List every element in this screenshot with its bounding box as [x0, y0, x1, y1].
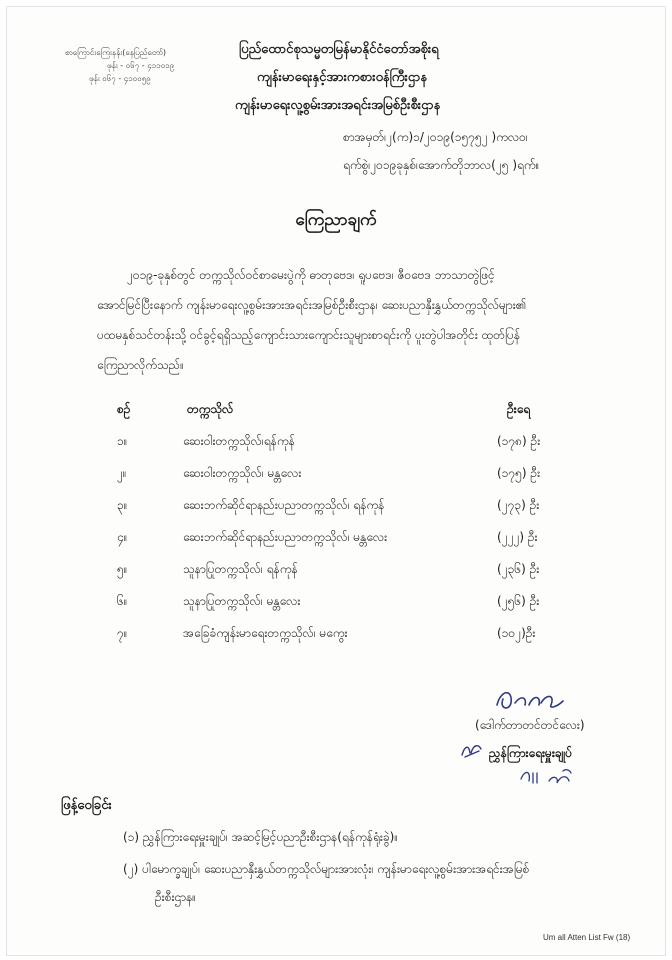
body-line-1: ၂၀၁၉-ခုနှစ်တွင် တက္ကသိုလ်ဝင်စာမေးပွဲကို ဓာတုဗေဒ၊ ရူပဗေဒ၊ ဇီဝဗေဒ ဘာသာတွဲဖြင့်	[127, 268, 495, 282]
row-no: ၅။	[117, 562, 128, 576]
table-row	[7, 625, 665, 645]
distribution-item: (၁) ညွှန်ကြားရေးမှူးချုပ်၊ အဆင့်မြင့်ပညာဦးစီးဌာန(ရန်ကုန်ရုံးခွဲ)။	[123, 830, 398, 844]
office-line-2: ဖုန်း - ၀၆၇ - ၄၁၁၀၁၉	[107, 61, 175, 70]
signatory-name: (ဒေါက်တာတင်တင်လေး)	[475, 718, 585, 732]
row-count: (၁၀၂)ဦး	[497, 626, 536, 640]
handwritten-note	[517, 765, 577, 793]
row-university: ဆေးဝါးတက္ကသိုလ်၊ မန္တလေး	[183, 466, 302, 480]
footer-reference: Um all Atten List Fw (18)	[543, 933, 631, 942]
row-university: ဆေးဝါးတက္ကသိုလ်၊ရန်ကုန်	[183, 434, 295, 448]
document-page	[6, 6, 666, 956]
table-row	[7, 529, 665, 549]
header-count: ဦးရေ	[507, 402, 531, 416]
row-count: (၁၇၈) ဦး	[497, 434, 541, 448]
row-count: (၁၇၅) ဦး	[497, 466, 541, 480]
letterhead-department: ကျန်းမာရေးလူ့စွမ်းအားအရင်းအမြစ်ဦးစီးဌာန	[235, 98, 441, 113]
row-no: ၁။	[117, 434, 128, 448]
distribution-item: ဦးစီးဌာန။	[155, 890, 196, 904]
row-no: ၃။	[117, 498, 128, 512]
row-university: အခြေခံကျန်းမာရေးတက္ကသိုလ်၊ မကွေး	[183, 626, 348, 640]
table-row	[7, 593, 665, 613]
letter-date: ရက်စွဲ၊၂၀၁၉ခုနှစ်၊အောက်တိုဘာလ(၂၅ )ရက်။	[343, 158, 540, 172]
row-university: သူနာပြုတက္ကသိုလ်၊ မန္တလေး	[183, 594, 301, 608]
row-university: ဆေးဘက်ဆိုင်ရာနည်းပညာတက္ကသိုလ်၊ မန္တလေး	[183, 530, 388, 544]
office-line-3: ဖုန်း ၀၆၇ - ၄၁၀၀၅၉	[89, 74, 151, 83]
row-count: (၂၅၆) ဦး	[497, 594, 540, 608]
body-line-3: ပထမနှစ်သင်တန်းသို့ ဝင်ခွင့်ရရှိသည့်ကျောင်းသားကျောင်းသူများစာရင်းကို ပူးတွဲပါအတိုင်း ထုတ်ပြန်	[97, 328, 521, 342]
letterhead-ministry: ကျန်းမာရေးနှင့်အားကစားဝန်ကြီးဌာန	[257, 70, 428, 85]
table-row	[7, 465, 665, 485]
header-university: တက္ကသိုလ်	[187, 402, 234, 416]
header-no: စဉ်	[117, 402, 131, 416]
table-header	[7, 401, 665, 421]
signature-scribble	[491, 683, 571, 717]
initial-scribble	[459, 739, 485, 761]
row-count: (၂၂၂) ဦး	[497, 530, 538, 544]
row-count: (၂၃၆) ဦး	[497, 562, 540, 576]
body-line-4: ကြေညာလိုက်သည်။	[97, 358, 184, 372]
row-university: သူနာပြုတက္ကသိုလ်၊ ရန်ကုန်	[183, 562, 298, 576]
letterhead-government: ပြည်ထောင်စုသမ္မတမြန်မာနိုင်ငံတော်အစိုးရ	[239, 42, 439, 57]
row-no: ၂။	[117, 466, 127, 480]
document-title: ကြေညာချက်	[295, 210, 377, 230]
row-university: ဆေးဘက်ဆိုင်ရာနည်းပညာတက္ကသိုလ်၊ ရန်ကုန်	[183, 498, 385, 512]
distribution-item: (၂) ပါမောက္ခချုပ်၊ ဆေးပညာနှီးနွှယ်တက္ကသိုလ်များအားလုံး၊ ကျန်းမာရေးလူ့စွမ်းအားအရင်းအမြစ်	[123, 862, 530, 876]
signatory-position: ညွှန်ကြားရေးမှူးချုပ်	[489, 746, 573, 760]
distribution-heading: ဖြန့်ဝေခြင်း	[61, 798, 112, 813]
row-no: ၇။	[117, 626, 128, 640]
table-row	[7, 433, 665, 453]
row-no: ၆။	[117, 594, 128, 608]
table-row	[7, 497, 665, 517]
row-count: (၂၇၃) ဦး	[497, 498, 540, 512]
letter-number: စာအမှတ်၊၂(က)၁/၂၀၁၉(၁၅၇၅၂ )ကလဝ၊	[343, 130, 528, 144]
office-line-1: စာကြောင်းကြေးနန်း(နေပြည်တော်)	[65, 48, 167, 57]
body-line-2: အောင်မြင်ပြီးနောက် ကျန်းမာရေးလူ့စွမ်းအားအရင်းအမြစ်ဦးစီးဌာန၊ ဆေးပညာနှီးနွှယ်တက္ကသိုလ်များ၏	[97, 298, 527, 312]
table-row	[7, 561, 665, 581]
row-no: ၄။	[117, 530, 128, 544]
